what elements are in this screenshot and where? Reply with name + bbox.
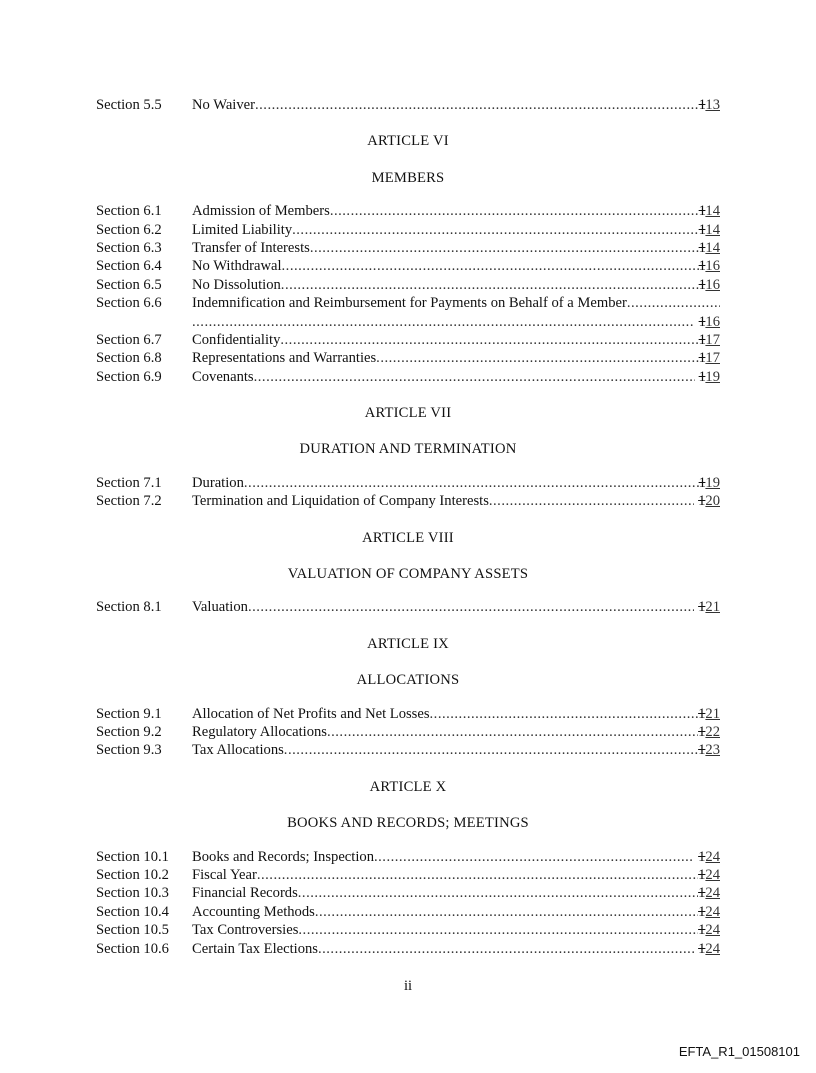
toc-entry[interactable] <box>96 723 720 741</box>
toc-page-ref <box>699 202 720 220</box>
toc-dot-leader <box>430 705 699 723</box>
article-title: ALLOCATIONS <box>356 672 460 689</box>
toc-entry-title: No Withdrawal <box>192 258 282 275</box>
toc-page-deleted: 1 <box>698 258 706 275</box>
toc-page-inserted: 16 <box>705 258 720 275</box>
toc-dot-leader <box>192 313 695 331</box>
toc-entry-title: Duration <box>192 474 244 491</box>
toc-dot-leader <box>257 866 698 884</box>
toc-page-deleted: 1 <box>698 742 706 759</box>
article-number: ARTICLE IX <box>367 635 449 652</box>
article-number: ARTICLE VII <box>364 405 452 422</box>
toc-page-ref <box>699 276 720 294</box>
toc-page-deleted: 1 <box>698 903 706 920</box>
toc-entry-title: Transfer of Interests <box>192 239 310 256</box>
toc-entry[interactable] <box>96 921 720 939</box>
toc-entry[interactable] <box>96 598 720 616</box>
toc-section-number: Section 10.5 <box>96 922 169 939</box>
toc-dot-leader <box>298 884 698 902</box>
toc-dot-leader <box>281 276 699 294</box>
toc-dot-leader <box>327 723 698 741</box>
toc-page-deleted: 1 <box>698 276 706 293</box>
toc-page-deleted: 1 <box>698 239 706 256</box>
toc-page-ref <box>699 239 720 257</box>
toc-dot-leader <box>255 96 699 114</box>
toc-page-ref <box>699 349 720 367</box>
toc-page-inserted: 19 <box>705 474 720 491</box>
toc-page-ref <box>699 96 720 114</box>
toc-page-inserted: 13 <box>705 97 720 113</box>
toc-page-deleted: 1 <box>698 848 706 865</box>
toc-section-number: Section 6.5 <box>96 276 162 293</box>
toc-entry[interactable] <box>96 96 720 114</box>
article-number: ARTICLE VI <box>367 133 449 150</box>
toc-dot-leader <box>284 741 698 759</box>
toc-entry-title: Valuation <box>192 599 248 616</box>
toc-page-inserted: 24 <box>705 866 720 883</box>
toc-entry[interactable] <box>96 848 720 866</box>
toc-dot-leader <box>248 598 695 616</box>
toc-entry[interactable] <box>96 294 720 312</box>
toc-entry-title: Limited Liability <box>192 221 293 238</box>
toc-entry-title: Covenants <box>192 368 254 385</box>
toc-entry[interactable] <box>96 368 720 386</box>
toc-entry-title: Allocation of Net Profits and Net Losses <box>192 705 430 722</box>
toc-page-inserted: 22 <box>705 723 720 740</box>
toc-section-number: Section 6.3 <box>96 239 162 256</box>
toc-section-number: Section 6.6 <box>96 295 162 312</box>
toc-dot-leader <box>330 202 699 220</box>
toc-entry[interactable] <box>96 257 720 275</box>
toc-page-inserted: 14 <box>705 221 720 238</box>
toc-dot-leader <box>244 474 699 492</box>
toc-page-ref <box>694 492 720 510</box>
article-number: ARTICLE VIII <box>362 529 454 546</box>
toc-dot-leader <box>280 331 698 349</box>
article-title: MEMBERS <box>371 169 445 186</box>
toc-entry-title: Financial Records <box>192 885 298 902</box>
toc-section-number: Section 10.1 <box>96 848 169 865</box>
toc-page-inserted: 21 <box>705 599 720 616</box>
toc-page-deleted: 1 <box>698 723 706 740</box>
toc-dot-leader <box>282 257 699 275</box>
toc-section-number: Section 10.4 <box>96 903 169 920</box>
toc-page-inserted: 21 <box>705 705 720 722</box>
toc-page-inserted: 24 <box>705 885 720 902</box>
toc-page-deleted: 1 <box>698 940 706 957</box>
toc-dot-leader <box>254 368 695 386</box>
toc-entry-title: Fiscal Year <box>192 866 257 883</box>
toc-dot-leader <box>627 294 720 312</box>
article-title: VALUATION OF COMPANY ASSETS <box>287 566 529 583</box>
toc-entry-continuation[interactable] <box>96 313 720 331</box>
toc-entry-title: Accounting Methods <box>192 903 315 920</box>
toc-page-ref <box>694 848 720 866</box>
toc-entry-title: Confidentiality <box>192 331 281 348</box>
toc-page-deleted: 1 <box>698 474 706 491</box>
toc-section-number: Section 9.1 <box>96 705 162 722</box>
toc-page-ref <box>698 741 720 759</box>
toc-section-number: Section 6.1 <box>96 203 162 220</box>
toc-page-deleted: 1 <box>698 331 706 348</box>
toc-section-number: Section 9.2 <box>96 723 162 740</box>
toc-dot-leader <box>315 903 698 921</box>
toc-dot-leader <box>318 940 694 958</box>
toc-page-inserted: 24 <box>705 940 720 957</box>
toc-dot-leader <box>376 349 698 367</box>
toc-entry[interactable] <box>96 741 720 759</box>
toc-page-inserted: 19 <box>705 368 720 385</box>
toc-page-ref <box>699 257 720 275</box>
toc-page-ref <box>695 368 720 386</box>
toc-entry[interactable] <box>96 866 720 884</box>
toc-entry-title: Regulatory Allocations <box>192 723 327 740</box>
toc-entry-title: Admission of Members <box>192 203 330 220</box>
article-title: DURATION AND TERMINATION <box>299 441 517 458</box>
toc-page-ref <box>695 313 720 331</box>
toc-entry[interactable] <box>96 221 720 239</box>
toc-dot-leader <box>292 221 699 239</box>
toc-page-deleted: 1 <box>698 221 706 238</box>
page-number: ii <box>403 978 413 994</box>
toc-page-inserted: 24 <box>705 848 720 865</box>
toc-entry-title: Books and Records; Inspection <box>192 848 374 865</box>
toc-page-deleted: 1 <box>698 368 706 385</box>
toc-entry[interactable] <box>96 705 720 723</box>
toc-section-number: Section 7.1 <box>96 474 162 491</box>
toc-dot-leader <box>374 848 694 866</box>
toc-page-ref <box>699 331 720 349</box>
toc-page-inserted: 23 <box>705 742 720 759</box>
toc-entry-title: Tax Controversies <box>192 922 299 939</box>
toc-page-ref <box>699 474 720 492</box>
toc-page-deleted: 1 <box>698 885 706 902</box>
toc-entry[interactable] <box>96 474 720 492</box>
toc-section-number: Section 8.1 <box>96 599 162 616</box>
article-title: BOOKS AND RECORDS; MEETINGS <box>287 815 529 832</box>
toc-page-inserted: 17 <box>705 350 720 367</box>
toc-page-inserted: 16 <box>705 313 720 330</box>
toc-section-number: Section 10.3 <box>96 885 169 902</box>
toc-section-number: Section 9.3 <box>96 742 162 759</box>
toc-page-deleted: 1 <box>698 493 706 510</box>
toc-entry-title: No Waiver <box>192 97 255 113</box>
toc-page-deleted: 1 <box>698 313 706 330</box>
toc-entry-title: No Dissolution <box>192 276 281 293</box>
toc-section-number: Section 6.2 <box>96 221 162 238</box>
toc-entry-title: Representations and Warranties <box>192 350 377 367</box>
toc-dot-leader <box>310 239 699 257</box>
toc-entry[interactable] <box>96 940 720 958</box>
toc-page-ref <box>698 866 720 884</box>
toc-page-ref <box>698 921 720 939</box>
toc-page-deleted: 1 <box>698 866 706 883</box>
toc-entry-title: Tax Allocations <box>192 742 284 759</box>
toc-entry-title: Indemnification and Reimbursement for Payments on Behalf of a Member <box>192 295 627 312</box>
toc-page-inserted: 14 <box>705 203 720 220</box>
toc-page-inserted: 24 <box>705 922 720 939</box>
toc-section-number: Section 6.7 <box>96 331 162 348</box>
toc-section-number: Section 10.2 <box>96 866 169 883</box>
toc-page-ref <box>694 940 720 958</box>
toc-page-deleted: 1 <box>698 350 706 367</box>
toc-entry[interactable] <box>96 239 720 257</box>
toc-page-inserted: 17 <box>705 331 720 348</box>
toc-entry[interactable] <box>96 492 720 510</box>
toc-entry[interactable] <box>96 903 720 921</box>
toc-page-inserted: 16 <box>705 276 720 293</box>
toc-entry[interactable] <box>96 331 720 349</box>
toc-page-deleted: 1 <box>698 922 706 939</box>
toc-section-number: Section 6.4 <box>96 258 162 275</box>
toc-section-number: Section 5.5 <box>96 97 162 113</box>
toc-page-inserted: 14 <box>705 239 720 256</box>
toc-entry[interactable] <box>96 202 720 220</box>
toc-page-deleted: 1 <box>698 97 706 113</box>
bates-number: EFTA_R1_01508101 <box>678 1044 800 1059</box>
toc-dot-leader <box>298 921 698 939</box>
toc-page-deleted: 1 <box>698 203 706 220</box>
toc-entry-title: Certain Tax Elections <box>192 940 318 957</box>
toc-entry[interactable] <box>96 349 720 367</box>
toc-page-ref <box>694 598 720 616</box>
toc-page-ref <box>698 884 720 902</box>
table-of-contents <box>96 96 720 958</box>
toc-dot-leader <box>489 492 695 510</box>
toc-entry[interactable] <box>96 276 720 294</box>
toc-page-deleted: 1 <box>698 705 706 722</box>
toc-section-number: Section 7.2 <box>96 493 162 510</box>
toc-entry[interactable] <box>96 884 720 902</box>
toc-page-deleted: 1 <box>698 599 706 616</box>
toc-page-inserted: 24 <box>705 903 720 920</box>
toc-entry-title: Termination and Liquidation of Company Interests <box>192 493 489 510</box>
toc-page-ref <box>699 221 720 239</box>
toc-page-ref <box>698 723 720 741</box>
toc-page-inserted: 20 <box>705 493 720 510</box>
toc-section-number: Section 6.8 <box>96 350 162 367</box>
toc-section-number: Section 10.6 <box>96 940 169 957</box>
toc-section-number: Section 6.9 <box>96 368 162 385</box>
toc-page-ref <box>698 903 720 921</box>
article-number: ARTICLE X <box>369 778 447 795</box>
toc-page-ref <box>698 705 720 723</box>
